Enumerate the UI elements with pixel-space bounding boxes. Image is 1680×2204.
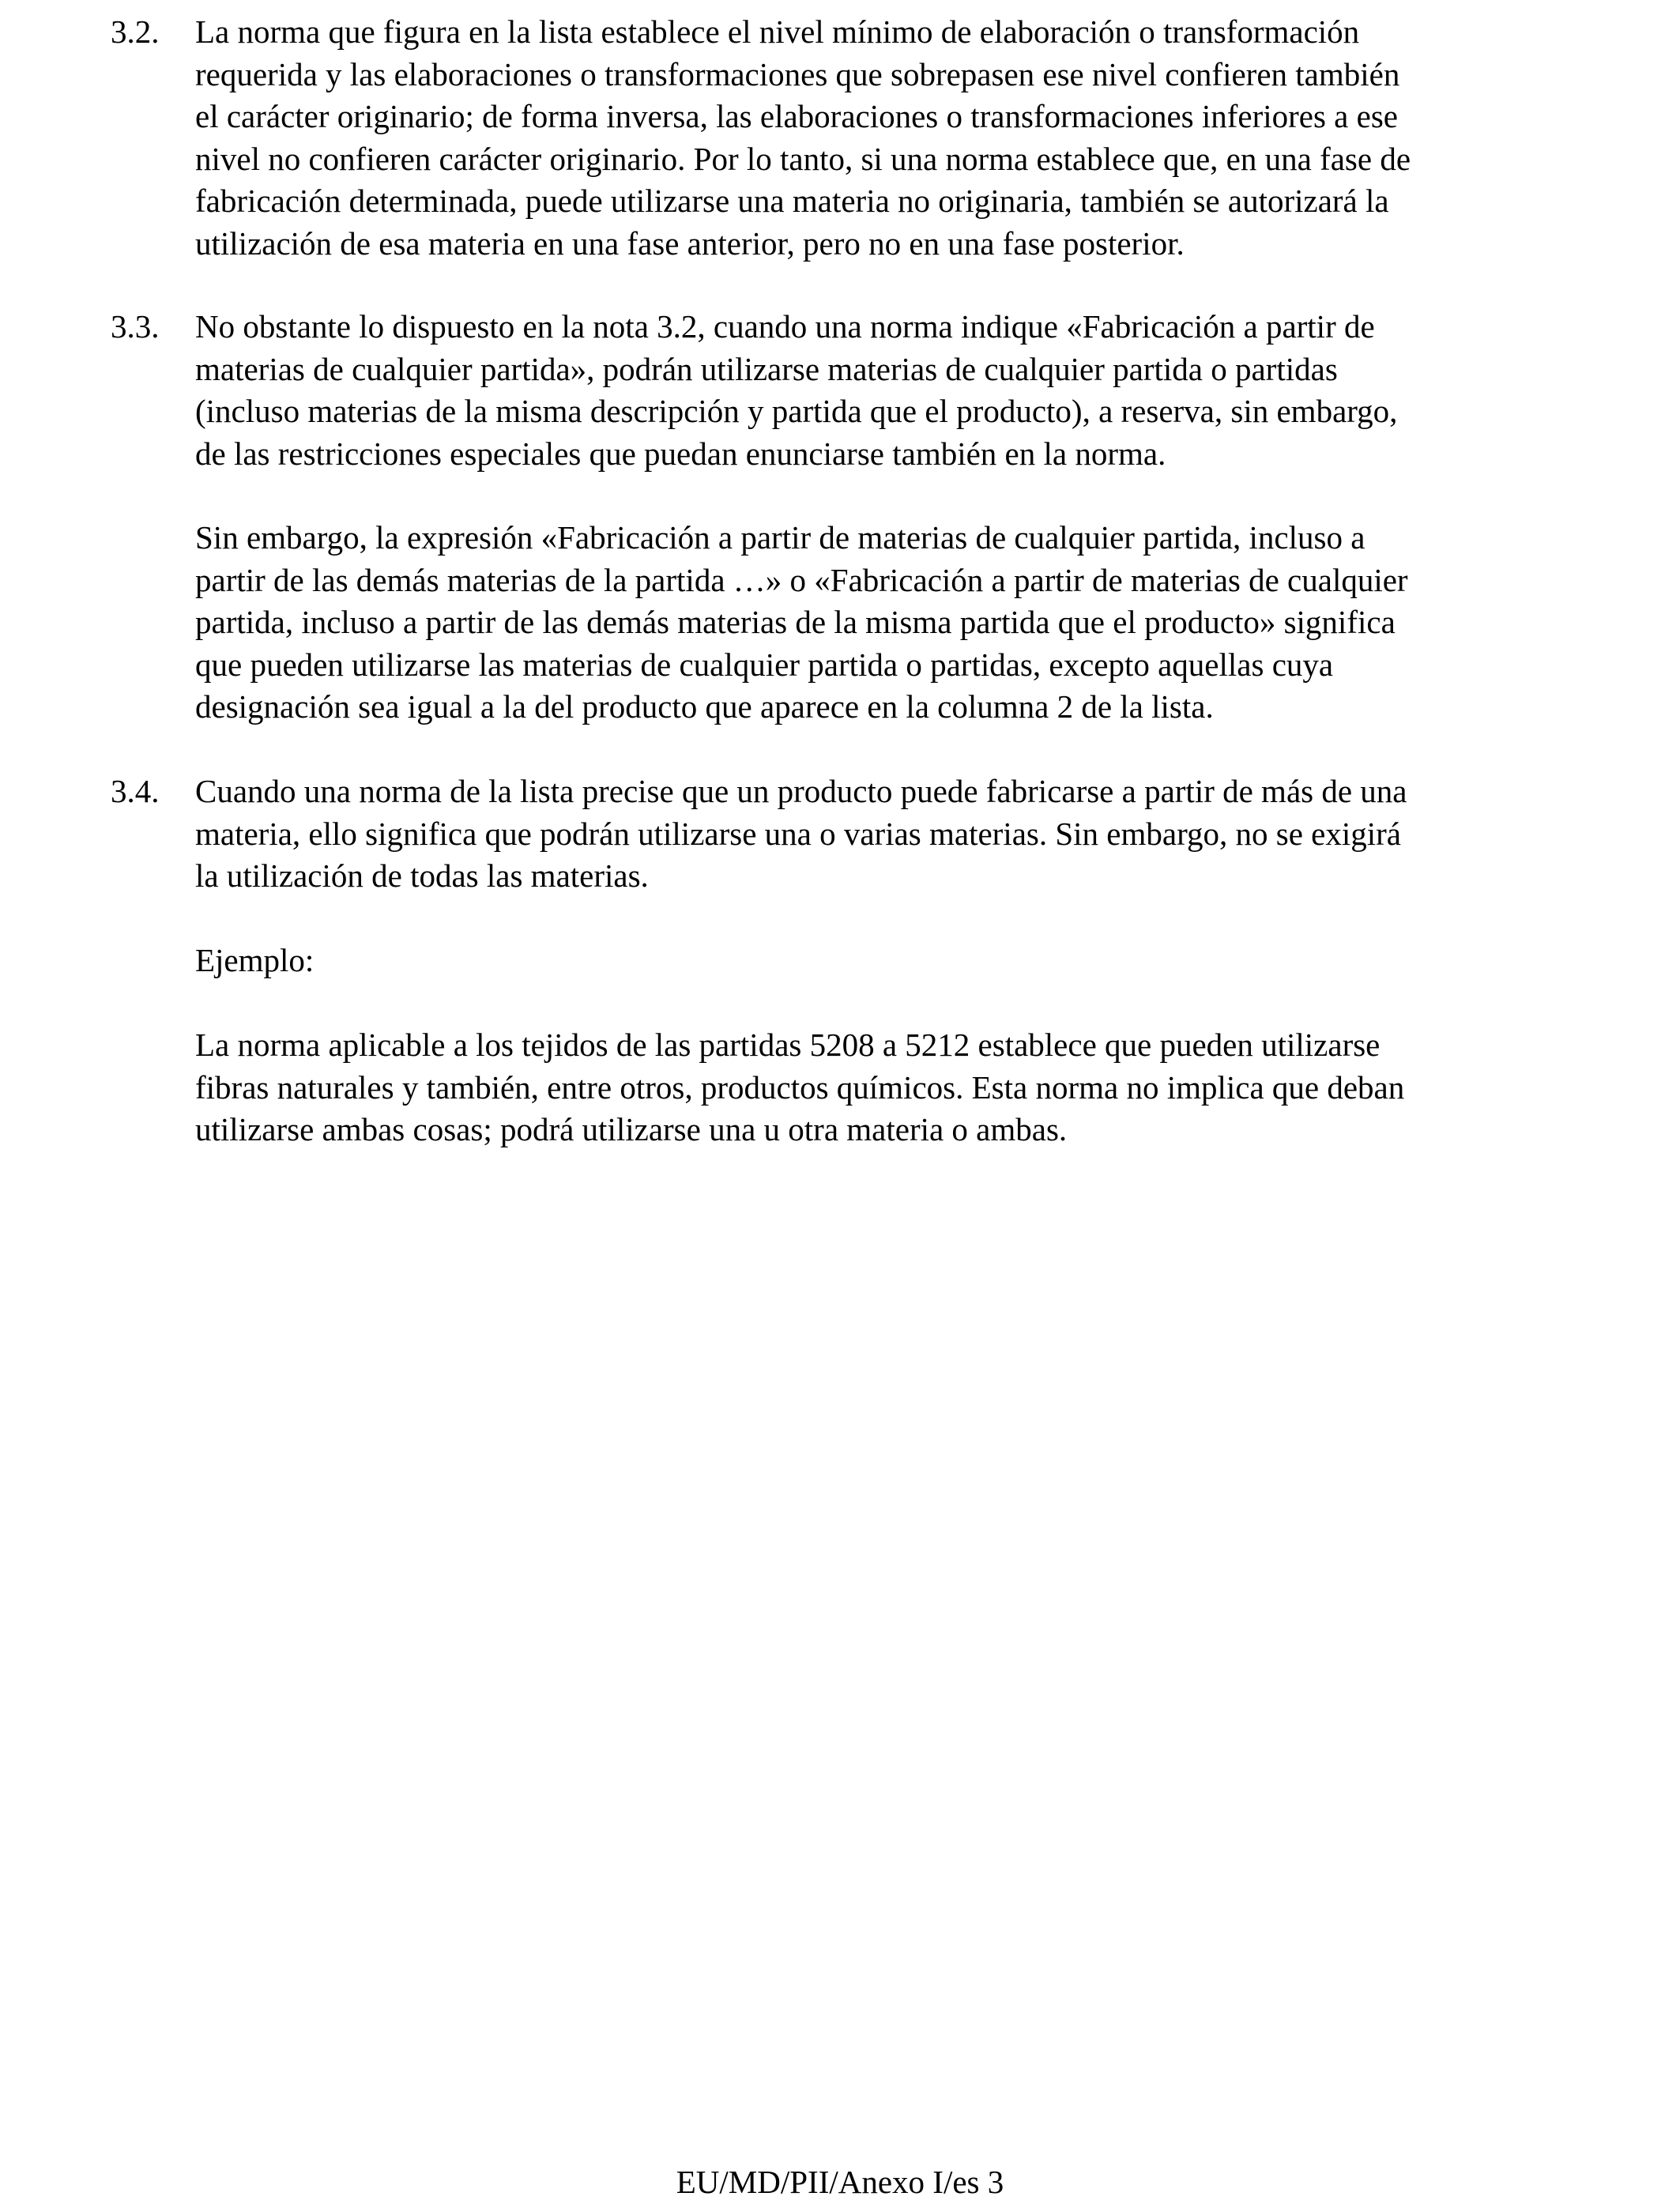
text-line: Cuando una norma de la lista precise que un producto puede fabricarse a partir de más de una (195, 773, 1407, 809)
text-line: No obstante lo dispuesto en la nota 3.2, cuando una norma indique «Fabricación a partir de (195, 308, 1375, 345)
paragraph (195, 11, 1411, 265)
text-line: utilización de esa materia en una fase anterior, pero no en una fase posterior. (195, 224, 1185, 262)
note-number: 3.2. (111, 13, 160, 50)
text-line: (incluso materias de la misma descripción y partida que el producto), a reserva, sin embargo, (195, 393, 1398, 429)
text-line: Sin embargo, la expresión «Fabricación a partir de materias de cualquier partida, incluso a (195, 519, 1365, 556)
text-line: de las restricciones especiales que puedan enunciarse también en la norma. (195, 435, 1166, 472)
text-line: fabricación determinada, puede utilizarse una materia no originaria, también se autorizará la (195, 183, 1389, 219)
text-line: requerida y las elaboraciones o transformaciones que sobrepasen ese nivel confieren también (195, 55, 1400, 92)
text-line: partir de las demás materias de la partida …» o «Fabricación a partir de materias de cualquier (195, 561, 1408, 598)
note-number: 3.3. (111, 308, 160, 345)
page-footer: EU/MD/PII/Anexo I/es 3 (676, 2164, 1004, 2200)
note-number: 3.4. (111, 773, 160, 809)
text-line: el carácter originario; de forma inversa, las elaboraciones o transformaciones inferiores a ese (195, 98, 1398, 134)
paragraph (195, 306, 1397, 475)
text-line: la utilización de todas las materias. (195, 857, 649, 894)
text-line: partida, incluso a partir de las demás materias de la misma partida que el producto» significa (195, 604, 1396, 640)
text-line: La norma aplicable a los tejidos de las partidas 5208 a 5212 establece que pueden utilizarse (195, 1027, 1381, 1063)
text-line: designación sea igual a la del producto que aparece en la columna 2 de la lista. (195, 688, 1214, 725)
paragraph (195, 770, 1407, 898)
paragraph (195, 517, 1408, 729)
paragraph (195, 1024, 1404, 1151)
example-label (195, 940, 314, 982)
text-line: materia, ello significa que podrán utilizarse una o varias materias. Sin embargo, no se exigirá (195, 815, 1401, 852)
text-line: materias de cualquier partida», podrán utilizarse materias de cualquier partida o partidas (195, 350, 1338, 387)
text-line: fibras naturales y también, entre otros, productos químicos. Esta norma no implica que deban (195, 1068, 1405, 1106)
text-line: Ejemplo: (195, 942, 315, 978)
text-line: que pueden utilizarse las materias de cualquier partida o partidas, excepto aquellas cuya (195, 646, 1334, 683)
text-line: utilizarse ambas cosas; podrá utilizarse una u otra materia o ambas. (195, 1111, 1068, 1147)
text-line: La norma que figura en la lista establece el nivel mínimo de elaboración o transformación (195, 13, 1360, 50)
text-line: nivel no confieren carácter originario. Por lo tanto, si una norma establece que, en una fase de (195, 140, 1411, 177)
